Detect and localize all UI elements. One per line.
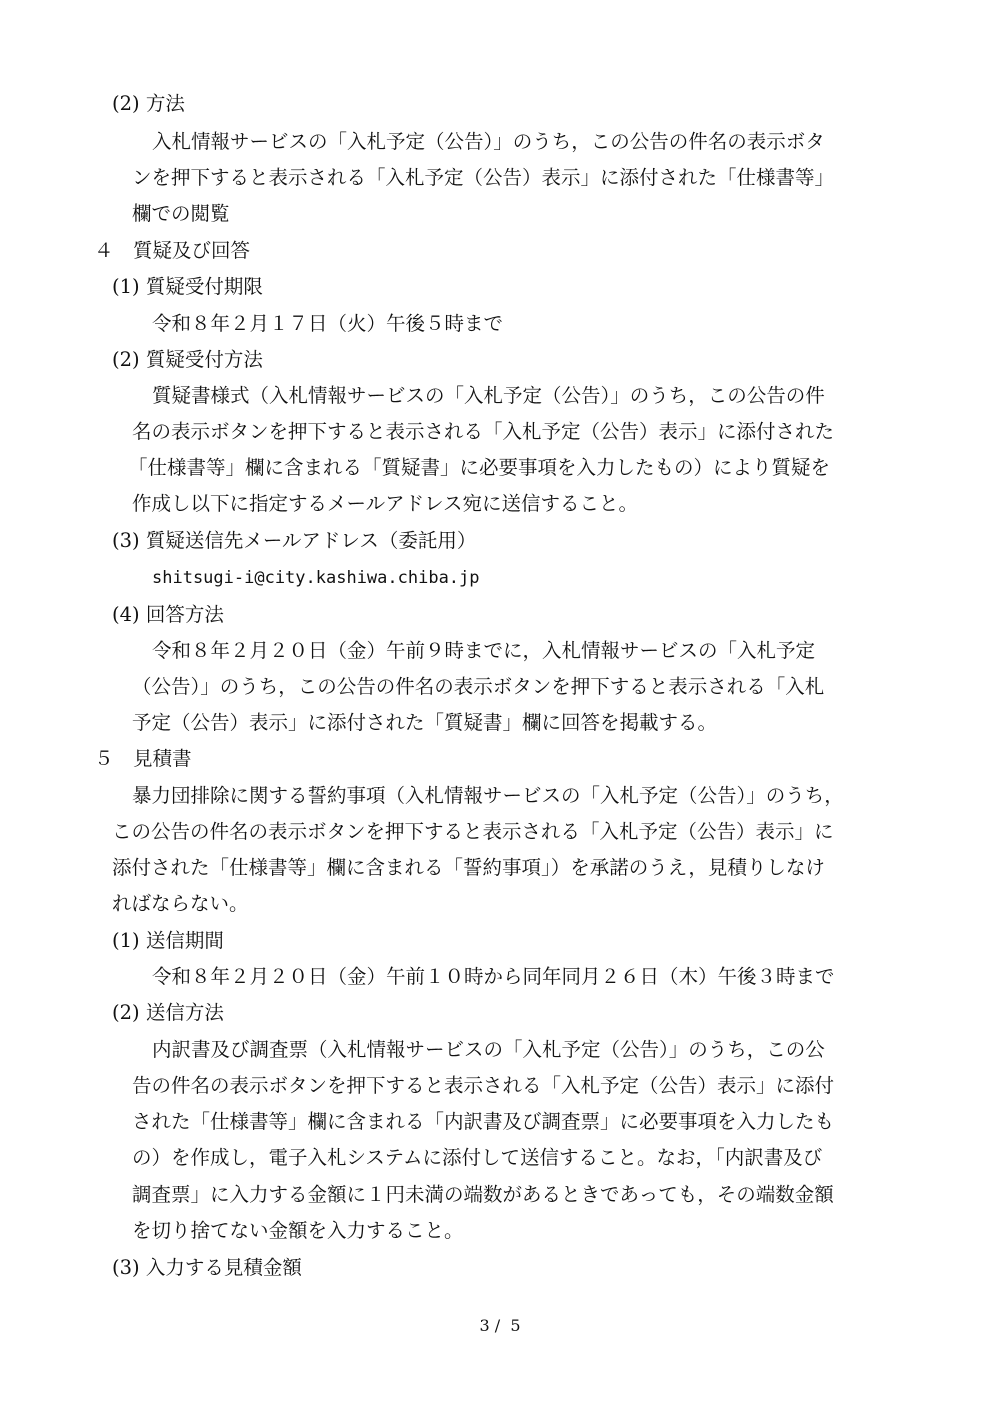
email-address: shitsugi-i@city.kashiwa.chiba.jp — [152, 568, 480, 588]
paragraph-line: （公告）」のうち，この公告の件名の表示ボタンを押下すると表示される「入札 — [132, 675, 825, 698]
section-4-heading: ４ 質疑及び回答 — [94, 239, 251, 262]
paragraph-line: 入札情報サービスの「入札予定（公告）」のうち，この公告の件名の表示ボタ — [152, 130, 825, 153]
paragraph-line: 質疑書様式（入札情報サービスの「入札予定（公告）」のうち，この公告の件 — [152, 384, 825, 407]
item-1-period-heading: (1) 送信期間 — [112, 929, 224, 952]
item-1-deadline-heading: (1) 質疑受付期限 — [112, 275, 263, 298]
paragraph-line: 令和８年２月１７日（火）午後５時まで — [152, 312, 504, 335]
paragraph-line: 調査票」に入力する金額に１円未満の端数があるときであっても，その端数金額 — [132, 1183, 834, 1206]
page-number: 3 / 5 — [479, 1316, 521, 1335]
paragraph-line: 令和８年２月２０日（金）午前１０時から同年同月２６日（木）午後３時まで — [152, 965, 835, 988]
paragraph-line: 内訳書及び調査票（入札情報サービスの「入札予定（公告）」のうち，この公 — [152, 1038, 825, 1061]
paragraph-line: 予定（公告）表示」に添付された「質疑書」欄に回答を掲載する。 — [132, 711, 718, 734]
section-5-heading: ５ 見積書 — [94, 747, 192, 770]
item-2-send-method-heading: (2) 送信方法 — [112, 1001, 224, 1024]
item-3-email-heading: (3) 質疑送信先メールアドレス（委託用） — [112, 529, 477, 552]
paragraph-line: 告の件名の表示ボタンを押下すると表示される「入札予定（公告）表示」に添付 — [132, 1074, 835, 1097]
paragraph-line: を切り捨てない金額を入力すること。 — [132, 1219, 464, 1242]
paragraph-line: ればならない。 — [112, 892, 249, 915]
paragraph-line: 令和８年２月２０日（金）午前９時までに，入札情報サービスの「入札予定 — [152, 639, 816, 662]
paragraph-line: された「仕様書等」欄に含まれる「内訳書及び調査票」に必要事項を入力したも — [132, 1110, 835, 1133]
paragraph-line: 名の表示ボタンを押下すると表示される「入札予定（公告）表示」に添付された — [132, 420, 835, 443]
item-2-question-method-heading: (2) 質疑受付方法 — [112, 348, 263, 371]
item-2-method-heading: (2) 方法 — [112, 92, 185, 115]
paragraph-line: 作成し以下に指定するメールアドレス宛に送信すること。 — [132, 492, 639, 515]
paragraph-line: 添付された「仕様書等」欄に含まれる「誓約事項」）を承諾のうえ，見積りしなけ — [112, 856, 825, 879]
paragraph-line: 暴力団排除に関する誓約事項（入札情報サービスの「入札予定（公告）」のうち， — [132, 784, 844, 807]
paragraph-line: この公告の件名の表示ボタンを押下すると表示される「入札予定（公告）表示」に — [112, 820, 834, 843]
item-3-amount-heading: (3) 入力する見積金額 — [112, 1256, 302, 1279]
paragraph-line: 「仕様書等」欄に含まれる「質疑書」に必要事項を入力したもの）により質疑を — [128, 456, 831, 479]
paragraph-line: の）を作成し，電子入札システムに添付して送信すること。なお，「内訳書及び — [132, 1146, 823, 1169]
paragraph-line: 欄での閲覧 — [132, 202, 230, 225]
item-4-answer-heading: (4) 回答方法 — [112, 603, 224, 626]
paragraph-line: ンを押下すると表示される「入札予定（公告）表示」に添付された「仕様書等」 — [132, 166, 835, 189]
